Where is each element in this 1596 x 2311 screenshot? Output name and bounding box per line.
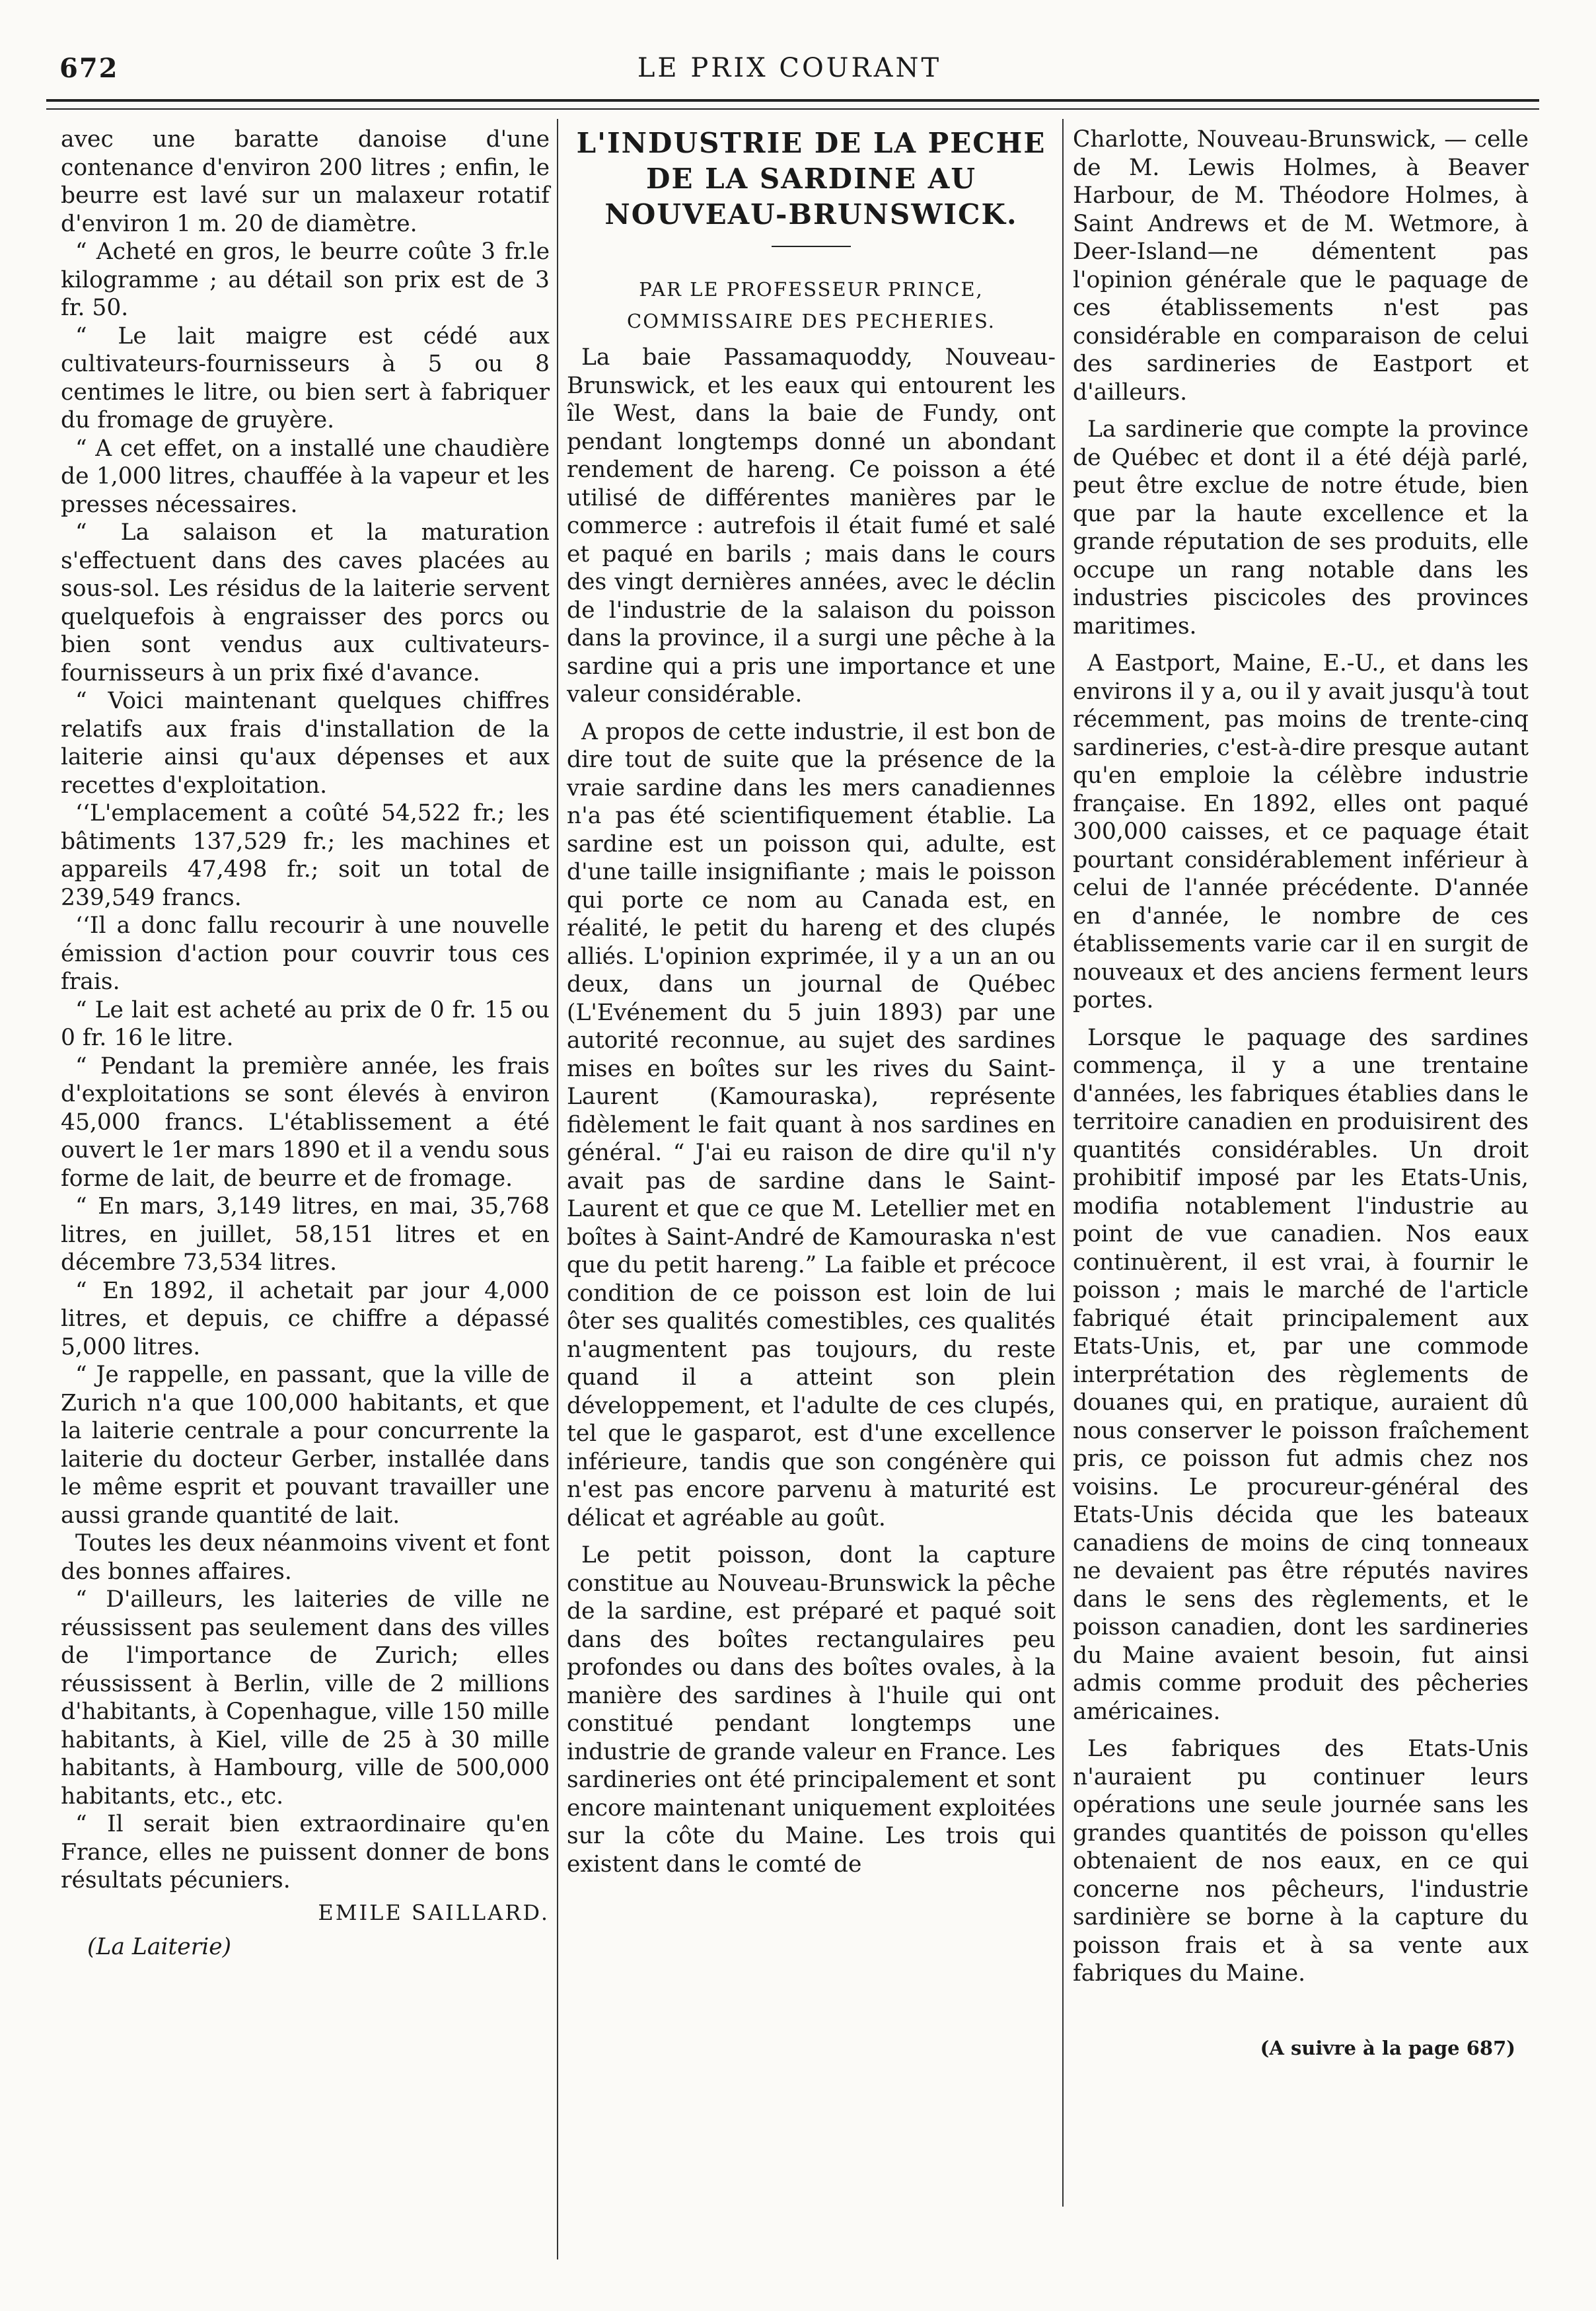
paragraph: “ Le lait est acheté au prix de 0 fr. 15 ou 0 fr. 16 le litre. bbox=[61, 996, 550, 1051]
paragraph: A Eastport, Maine, E.-U., et dans les environs il y a, ou il y avait jusqu'à tout récemment, pas moins de trente-cinq sardineries, c'est-à-dire presque autant qu'en emploie la célèbre industrie française. En 1892, elles ont paqué 300,000 caisses, et ce paquage était pourtant considérablement inférieur à celui de l'année précédente. D'année en d'année, le nombre de ces établissements varie car il en surgit de nouveaux et des anciens ferment leurs portes. bbox=[1073, 650, 1529, 1013]
paragraph: “ La salaison et la maturation s'effectuent dans des caves placées au sous-sol. Les résidus de la laiterie servent quelquefois à engraisser des porcs ou bien sont vendus aux cultivateurs-fournisseurs à un prix fixé d'avance. bbox=[61, 519, 550, 686]
running-title: LE PRIX COURANT bbox=[637, 53, 942, 83]
paragraph: “ Le lait maigre est cédé aux cultivateurs-fournisseurs à 5 ou 8 centimes le litre, ou bien sert à fabriquer du fromage de gruyère. bbox=[61, 322, 550, 433]
paragraph: “ Acheté en gros, le beurre coûte 3 fr.le kilogramme ; au détail son prix est de 3 fr. 50. bbox=[61, 238, 550, 321]
paragraph: “ En 1892, il achetait par jour 4,000 litres, et depuis, ce chiffre a dépassé 5,000 litres. bbox=[61, 1277, 550, 1360]
paragraph: “ A cet effet, on a installé une chaudière de 1,000 litres, chauffée à la vapeur et les presses nécessaires. bbox=[61, 435, 550, 518]
column-divider-1 bbox=[557, 119, 558, 2259]
continued-note: (A suivre à la page 687) bbox=[1260, 2036, 1515, 2059]
paragraph: La sardinerie que compte la province de Québec et dont il a été déjà parlé, peut être exclue de notre étude, bien que par la haute excellence et la grande réputation de ses produits, elle occupe un rang notable dans les industries piscicoles des provinces maritimes. bbox=[1073, 416, 1529, 640]
paragraph: “ Voici maintenant quelques chiffres relatifs aux frais d'installation de la laiterie ainsi qu'aux dépenses et aux recettes d'exploitation. bbox=[61, 688, 550, 799]
paragraph: ‘‘L'emplacement a coûté 54,522 fr.; les bâtiments 137,529 fr.; les machines et appareils 47,498 fr.; soit un total de 239,549 francs. bbox=[61, 800, 550, 911]
column-2 bbox=[567, 126, 1056, 1878]
column-3 bbox=[1073, 126, 1529, 2062]
column-1 bbox=[61, 126, 550, 1962]
paragraph: Charlotte, Nouveau-Brunswick, — celle de M. Lewis Holmes, à Beaver Harbour, de M. Théodore Holmes, à Saint Andrews et de M. Wetmore, à Deer-Island—ne démentent pas l'opinion générale que le paquage de ces établissements n'est pas considérable en comparaison de celui des sardineries de Eastport et d'ailleurs. bbox=[1073, 126, 1529, 406]
title-rule bbox=[772, 246, 851, 247]
article-title: L'INDUSTRIE DE LA PECHE DE LA SARDINE AU NOUVEAU-BRUNSWICK. bbox=[576, 127, 1046, 231]
column-divider-2 bbox=[1062, 119, 1064, 2207]
paragraph: avec une baratte danoise d'une contenance d'environ 200 litres ; enfin, le beurre est lavé sur un malaxeur rotatif d'environ 1 m. 20 de diamètre. bbox=[61, 126, 550, 237]
paragraph: “ En mars, 3,149 litres, en mai, 35,768 litres, en juillet, 58,151 litres et en décembre 73,534 litres. bbox=[61, 1193, 550, 1276]
byline: PAR LE PROFESSEUR PRINCE, COMMISSAIRE DES PECHERIES. bbox=[627, 278, 996, 332]
paragraph: Toutes les deux néanmoins vivent et font des bonnes affaires. bbox=[61, 1530, 550, 1585]
header-rule bbox=[46, 99, 1539, 110]
page-header bbox=[59, 46, 1519, 92]
author-signature: EMILE SAILLARD. bbox=[318, 1899, 550, 1925]
paragraph: La baie Passamaquoddy, Nouveau-Brunswick, et les eaux qui entourent les île West, dans la baie de Fundy, ont pendant longtemps donné un abondant rendement de hareng. Ce poisson a été utilisé de différentes manières par le commerce : autrefois il était fumé et salé et paqué en barils ; mais dans le cours des vingt dernières années, avec le déclin de l'industrie de la salaison du poisson dans la province, il a surgi une pêche à la sardine qui a pris une importance et une valeur considérable. bbox=[567, 344, 1056, 708]
paragraph: ‘‘Il a donc fallu recourir à une nouvelle émission d'action pour couvrir tous ces frais. bbox=[61, 912, 550, 995]
paragraph: A propos de cette industrie, il est bon de dire tout de suite que la présence de la vraie sardine dans les mers canadiennes n'a pas été scientifiquement établie. La sardine est un poisson qui, adulte, est d'une taille insignifiante ; mais le poisson qui porte ce nom au Canada est, en réalité, le petit du hareng et des clupés alliés. L'opinion exprimée, il y a un an ou deux, dans un journal de Québec (L'Evénement du 5 juin 1893) par une autorité reconnue, au sujet des sardines mises en boîtes sur les rives du Saint-Laurent (Kamouraska), représente fidèlement le fait quant à nos sardines en général. “ J'ai eu raison de dire qu'il n'y avait pas de sardine dans le Saint-Laurent et que ce que M. Letellier met en boîtes à Saint-André de Kamouraska n'est que du petit hareng.” La faible et précoce condition de ce poisson est loin de lui ôter ses qualités comestibles, ces qualités n'augmentent pas toujours, du reste quand il a atteint son plein développement, et l'adulte de ces clupés, tel que le gasparot, est d'une excellence inférieure, tandis que son congénère qui n'est pas encore parvenu à maturité est délicat et agréable au goût. bbox=[567, 718, 1056, 1531]
source-citation: (La Laiterie) bbox=[87, 1934, 232, 1960]
paragraph: “ Je rappelle, en passant, que la ville de Zurich n'a que 100,000 habitants, et que la laiterie centrale a pour concurrente la laiterie du docteur Gerber, installée dans le même esprit et pouvant travailler une aussi grande quantité de lait. bbox=[61, 1362, 550, 1529]
paragraph: Le petit poisson, dont la capture constitue au Nouveau-Brunswick la pêche de la sardine, est préparé et paqué soit dans des boîtes rectangulaires peu profondes ou dans des boîtes ovales, à la manière des sardines à l'huile qui ont constitué pendant longtemps une industrie de grande valeur en France. Les sardineries ont été principalement et sont encore maintenant uniquement exploitées sur la côte du Maine. Les trois qui existent dans le comté de bbox=[567, 1542, 1056, 1878]
paragraph: Lorsque le paquage des sardines commença, il y a une trentaine d'années, les fabriques établies dans le territoire canadien en produisirent des quantités considérables. Un droit prohibitif imposé par les Etats-Unis, modifia notablement l'industrie au point de vue canadien. Nos eaux continuèrent, il est vrai, à fournir le poisson ; mais le marché de l'article fabriqué était principalement aux Etats-Unis, et, par une commode interprétation des règlements de douanes qui, en pratique, auraient dû nous conserver le poisson fraîchement pris, ce poisson fut admis chez nos voisins. Le procureur-général des Etats-Unis décida que les bateaux canadiens de moins de cinq tonneaux ne devaient pas être réputés navires dans le sens des règlements, et le poisson canadien, dont les sardineries du Maine avaient besoin, fut ainsi admis comme produit des pêcheries américaines. bbox=[1073, 1024, 1529, 1725]
paragraph: “ Pendant la première année, les frais d'exploitations se sont élevés à environ 45,000 francs. L'établissement a été ouvert le 1er mars 1890 et il a vendu sous forme de lait, de beurre et de fromage. bbox=[61, 1052, 550, 1192]
paragraph: “ Il serait bien extraordinaire qu'en France, elles ne puissent donner de bons résultats pécuniers. bbox=[61, 1811, 550, 1893]
paragraph: “ D'ailleurs, les laiteries de ville ne réussissent pas seulement dans des villes de l'importance de Zurich; elles réussissent à Berlin, ville de 2 millions d'habitants, à Copenhague, ville 150 mille habitants, à Kiel, ville de 25 à 30 mille habitants, à Hambourg, ville de 500,000 habitants, etc., etc. bbox=[61, 1586, 550, 1810]
page-number: 672 bbox=[59, 53, 119, 84]
paragraph: Les fabriques des Etats-Unis n'auraient pu continuer leurs opérations une seule journée sans les grandes quantités de poisson qu'elles obtenaient de nos eaux, en ce qui concerne nos pêcheurs, l'industrie sardinière se borne à la capture du poisson frais et à sa vente aux fabriques du Maine. bbox=[1073, 1736, 1529, 1987]
